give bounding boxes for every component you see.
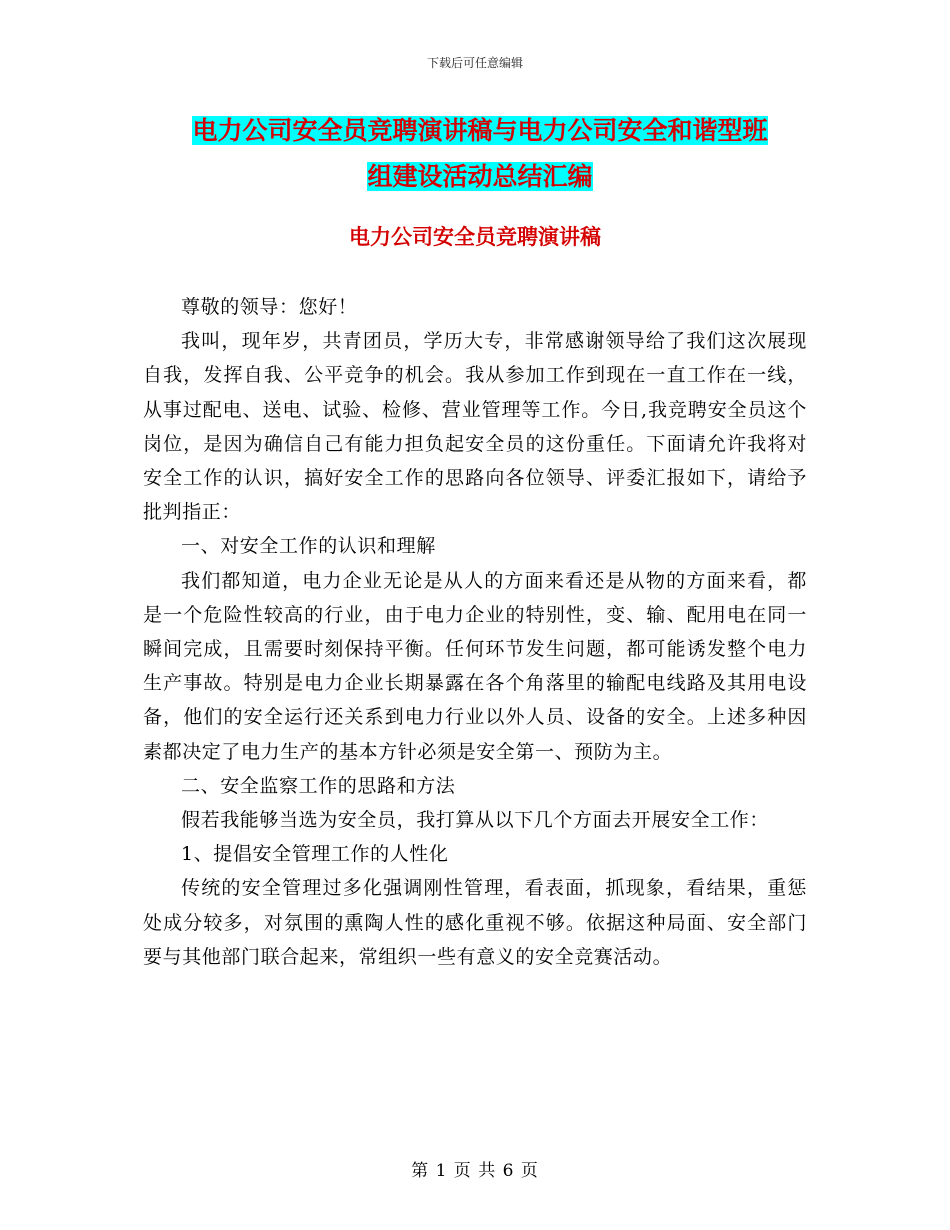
paragraph: 我叫，现年岁，共青团员，学历大专，非常感谢领导给了我们这次展现自我，发挥自我、公平竞争的机会。我从参加工作到现在一直工作在一线，从事过配电、送电、试验、检修、营业管理等工作。今日,我竞聘安全员这个岗位，是因为确信自己有能力担负起安全员的这份重任。下面请允许我将对安全工作的认识，搞好安全工作的思路向各位领导、评委汇报如下，请给予批判指正： bbox=[143, 330, 807, 524]
paragraph: 假若我能够当选为安全员，我打算从以下几个方面去开展安全工作： bbox=[181, 809, 770, 832]
title-line-2: 组建设活动总结汇编 bbox=[367, 162, 593, 191]
page-number: 第 1 页 共 6 页 bbox=[411, 1161, 539, 1181]
section-title: 电力公司安全员竞聘演讲稿 bbox=[349, 225, 601, 249]
document-body bbox=[143, 290, 807, 974]
title-line-1: 电力公司安全员竞聘演讲稿与电力公司安全和谐型班 bbox=[192, 116, 768, 145]
paragraph: 我们都知道，电力企业无论是从人的方面来看还是从物的方面来看，都是一个危险性较高的行业，由于电力企业的特别性，变、输、配用电在同一瞬间完成，且需要时刻保持平衡。任何环节发生问题，都可能诱发整个电力生产事故。特别是电力企业长期暴露在各个角落里的输配电线路及其用电设备，他们的安全运行还关系到电力行业以外人员、设备的安全。上述多种因素都决定了电力生产的基本方针必须是安全第一、预防为主。 bbox=[143, 569, 807, 763]
paragraph-greeting: 尊敬的领导：您好！ bbox=[181, 296, 358, 318]
document-title bbox=[140, 108, 820, 200]
subheading: 1、提倡安全管理工作的人性化 bbox=[181, 843, 449, 866]
paragraph: 传统的安全管理过多化强调刚性管理，看表面，抓现象，看结果，重惩处成分较多，对氛围的熏陶人性的感化重视不够。依据这种局面、安全部门要与其他部门联合起来，常组织一些有意义的安全竞赛活动。 bbox=[143, 877, 807, 968]
subheading: 一、对安全工作的认识和理解 bbox=[181, 535, 436, 558]
header-note: 下载后可任意编辑 bbox=[426, 56, 523, 70]
subheading: 二、安全监察工作的思路和方法 bbox=[181, 774, 456, 797]
